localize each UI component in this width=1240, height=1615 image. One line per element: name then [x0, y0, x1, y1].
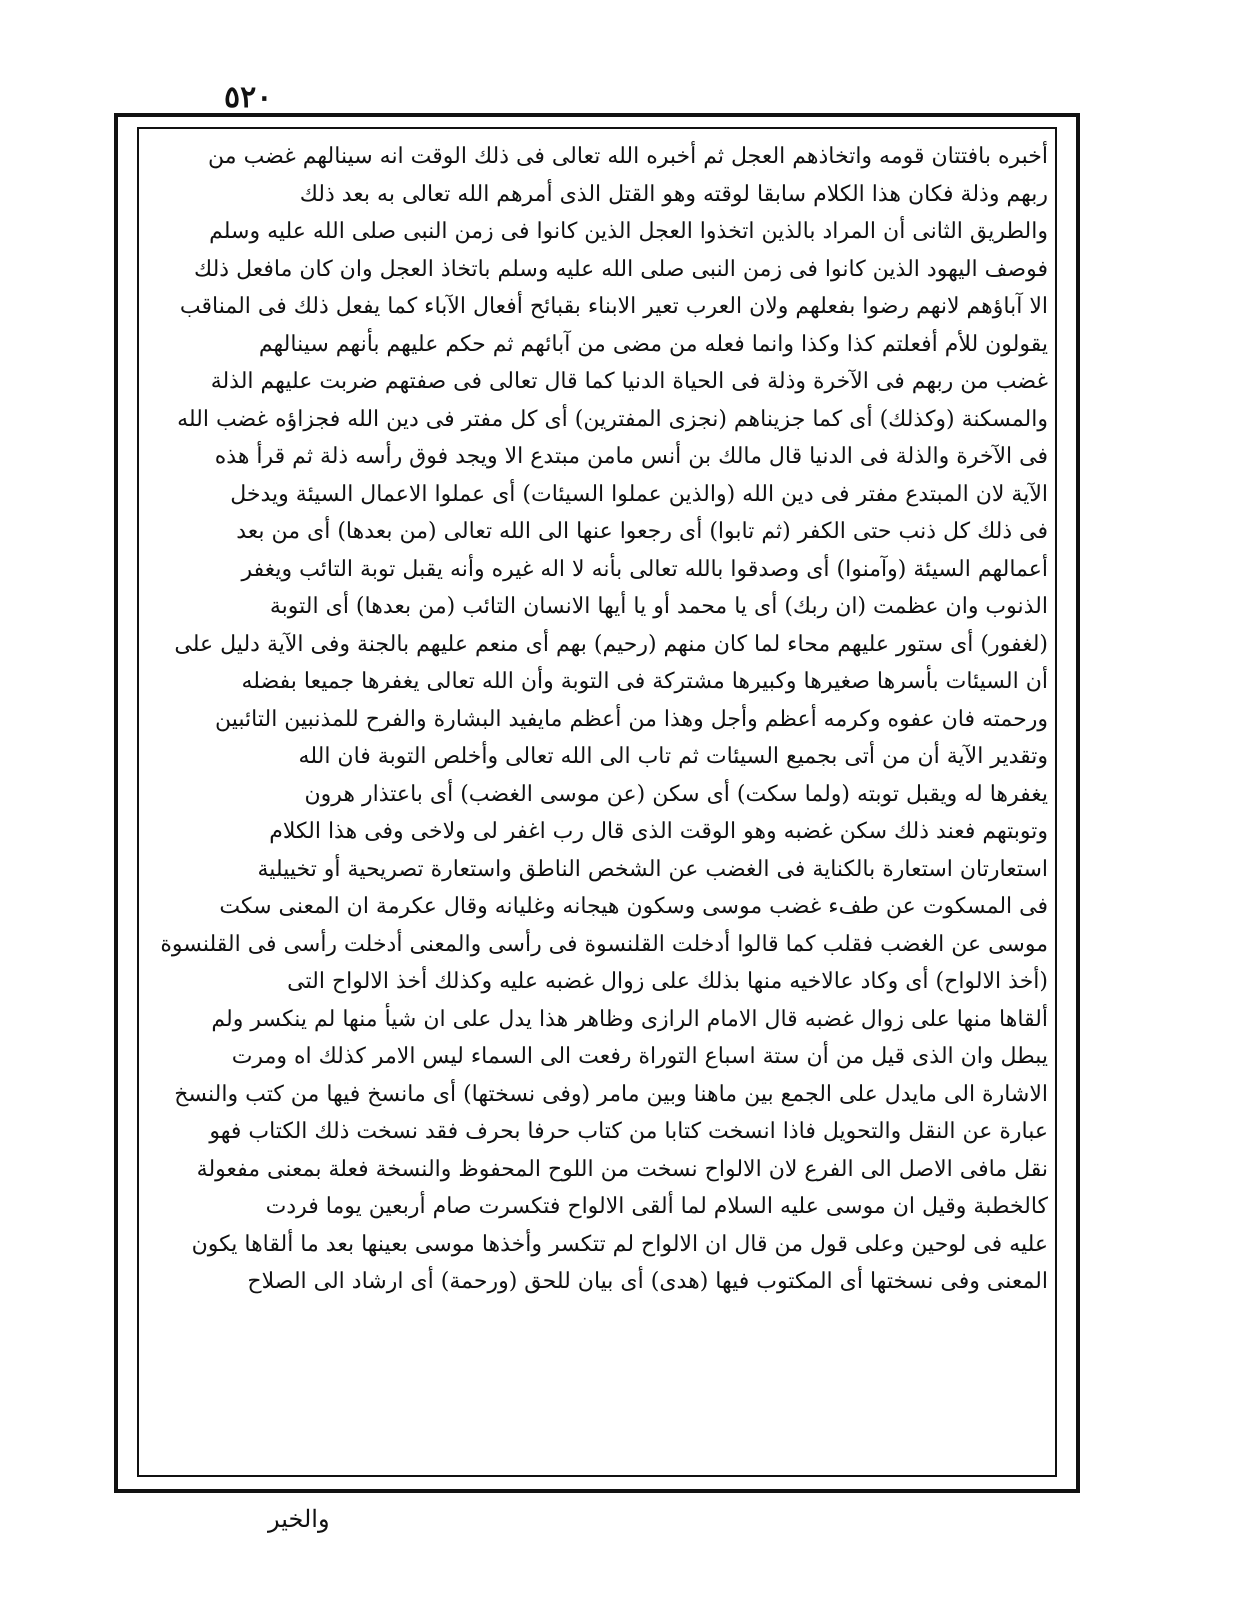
text-line: فى ذلك كل ذنب حتى الكفر (ثم تابوا) أى رجعوا عنها الى الله تعالى (من بعدها) أى من بعد	[236, 519, 1048, 544]
text-line: فى الآخرة والذلة فى الدنيا قال مالك بن أنس مامن مبتدع الا ويجد فوق رأسه ذلة ثم قرأ هذه	[214, 444, 1048, 469]
text-line: أن السيئات بأسرها صغيرها وكبيرها مشتركة فى التوبة وأن الله تعالى يغفرها جميعا بفضله	[241, 669, 1048, 694]
text-body	[152, 138, 1048, 1468]
catchword: والخير	[268, 1505, 330, 1533]
text-line: الا آباؤهم لانهم رضوا بفعلهم ولان العرب تعير الابناء بقبائح أفعال الآباء كما يفعل ذلك فى المناقب	[179, 294, 1048, 319]
text-line: ورحمته فان عفوه وكرمه أعظم وأجل وهذا من أعظم مايفيد البشارة والفرح للمذنبين التائبين	[215, 706, 1048, 732]
text-line: غضب من ربهم فى الآخرة وذلة فى الحياة الدنيا كما قال تعالى فى صفتهم ضربت عليهم الذلة	[210, 369, 1048, 394]
text-line: والطريق الثانى أن المراد بالذين اتخذوا العجل الذين كانوا فى زمن النبى صلى الله عليه وسلم	[209, 219, 1048, 244]
text-line: ألقاها منها على زوال غضبه قال الامام الرازى وظاهر هذا يدل على ان شيأ منها لم ينكسر ولم	[211, 1006, 1048, 1032]
text-line: والمسكنة (وكذلك) أى كما جزيناهم (نجزى المفترين) أى كل مفتر فى دين الله فجزاؤه غضب الله	[177, 406, 1048, 432]
text-line: (لغفور) أى ستور عليهم محاء لما كان منهم (رحيم) بهم أى منعم عليهم بالجنة وفى الآية دليل على	[174, 631, 1048, 657]
text-line: يبطل وان الذى قيل من أن ستة اسباع التوراة رفعت الى السماء ليس الامر كذلك اه ومرت	[231, 1044, 1048, 1069]
text-line: فوصف اليهود الذين كانوا فى زمن النبى صلى الله عليه وسلم باتخاذ العجل وان كان مافعل ذلك	[194, 256, 1048, 282]
text-line: استعارتان استعارة بالكناية فى الغضب عن الشخص الناطق واستعارة تصريحية أو تخييلية	[257, 856, 1048, 882]
text-line: نقل مافى الاصل الى الفرع لان الالواح نسخت من اللوح المحفوظ والنسخة فعلة بمعنى مفعولة	[196, 1156, 1048, 1182]
text-line: المعنى وفى نسختها أى المكتوب فيها (هدى) أى بيان للحق (ورحمة) أى ارشاد الى الصلاح	[247, 1269, 1048, 1294]
text-line: فى المسكوت عن طفء غضب موسى وسكون هيجانه وغليانه وقال عكرمة ان المعنى سكت	[219, 894, 1048, 919]
page-number: ٥٢٠	[224, 80, 273, 115]
text-line: أعمالهم السيئة (وآمنوا) أى وصدقوا بالله تعالى بأنه لا اله غيره وأنه يقبل توبة التائب ويغفر	[241, 556, 1048, 582]
text-line: الذنوب وان عظمت (ان ربك) أى يا محمد أو يا أيها الانسان التائب (من بعدها) أى التوبة	[269, 594, 1048, 619]
text-line: وتوبتهم فعند ذلك سكن غضبه وهو الوقت الذى قال رب اغفر لى ولاخى وفى هذا الكلام	[269, 819, 1048, 844]
text-line: ربهم وذلة فكان هذا الكلام سابقا لوقته وهو القتل الذى أمرهم الله تعالى به بعد ذلك	[299, 181, 1048, 207]
text-line: يقولون للأم أفعلتم كذا وكذا وانما فعله من مضى من آبائهم ثم حكم عليهم بأنهم سينالهم	[258, 331, 1048, 357]
text-line: عليه فى لوحين وعلى قول من قال ان الالواح لم تتكسر وأخذها موسى بعينها بعد ما ألقاها يكون	[191, 1231, 1048, 1257]
text-line: عبارة عن النقل والتحويل فاذا انسخت كتابا من كتاب حرفا بحرف فقد نسخت ذلك الكتاب فهو	[209, 1119, 1048, 1144]
text-line: كالخطبة وقيل ان موسى عليه السلام لما ألقى الالواح فتكسرت صام أربعين يوما فردت	[265, 1194, 1048, 1219]
text-line: يغفرها له ويقبل توبته (ولما سكت) أى سكن (عن موسى الغضب) أى باعتذار هرون	[304, 781, 1048, 807]
text-line: أخبره بافتتان قومه واتخاذهم العجل ثم أخبره الله تعالى فى ذلك الوقت انه سينالهم غضب من	[208, 144, 1048, 169]
text-line: (أخذ الالواح) أى وكاد عالاخيه منها بذلك على زوال غضبه عليه وكذلك أخذ الالواح التى	[287, 969, 1048, 994]
text-line: الاشارة الى مايدل على الجمع بين ماهنا وبين مامر (وفى نسختها) أى مانسخ فيها من كتب والنسخ	[174, 1081, 1048, 1107]
text-line: وتقدير الآية أن من أتى بجميع السيئات ثم تاب الى الله تعالى وأخلص التوبة فان الله	[298, 744, 1048, 769]
text-line: موسى عن الغضب فقلب كما قالوا أدخلت القلنسوة فى رأسى والمعنى أدخلت رأسى فى القلنسوة	[160, 931, 1048, 957]
text-line: الآية لان المبتدع مفتر فى دين الله (والذين عملوا السيئات) أى عملوا الاعمال السيئة ويدخل	[230, 481, 1048, 507]
